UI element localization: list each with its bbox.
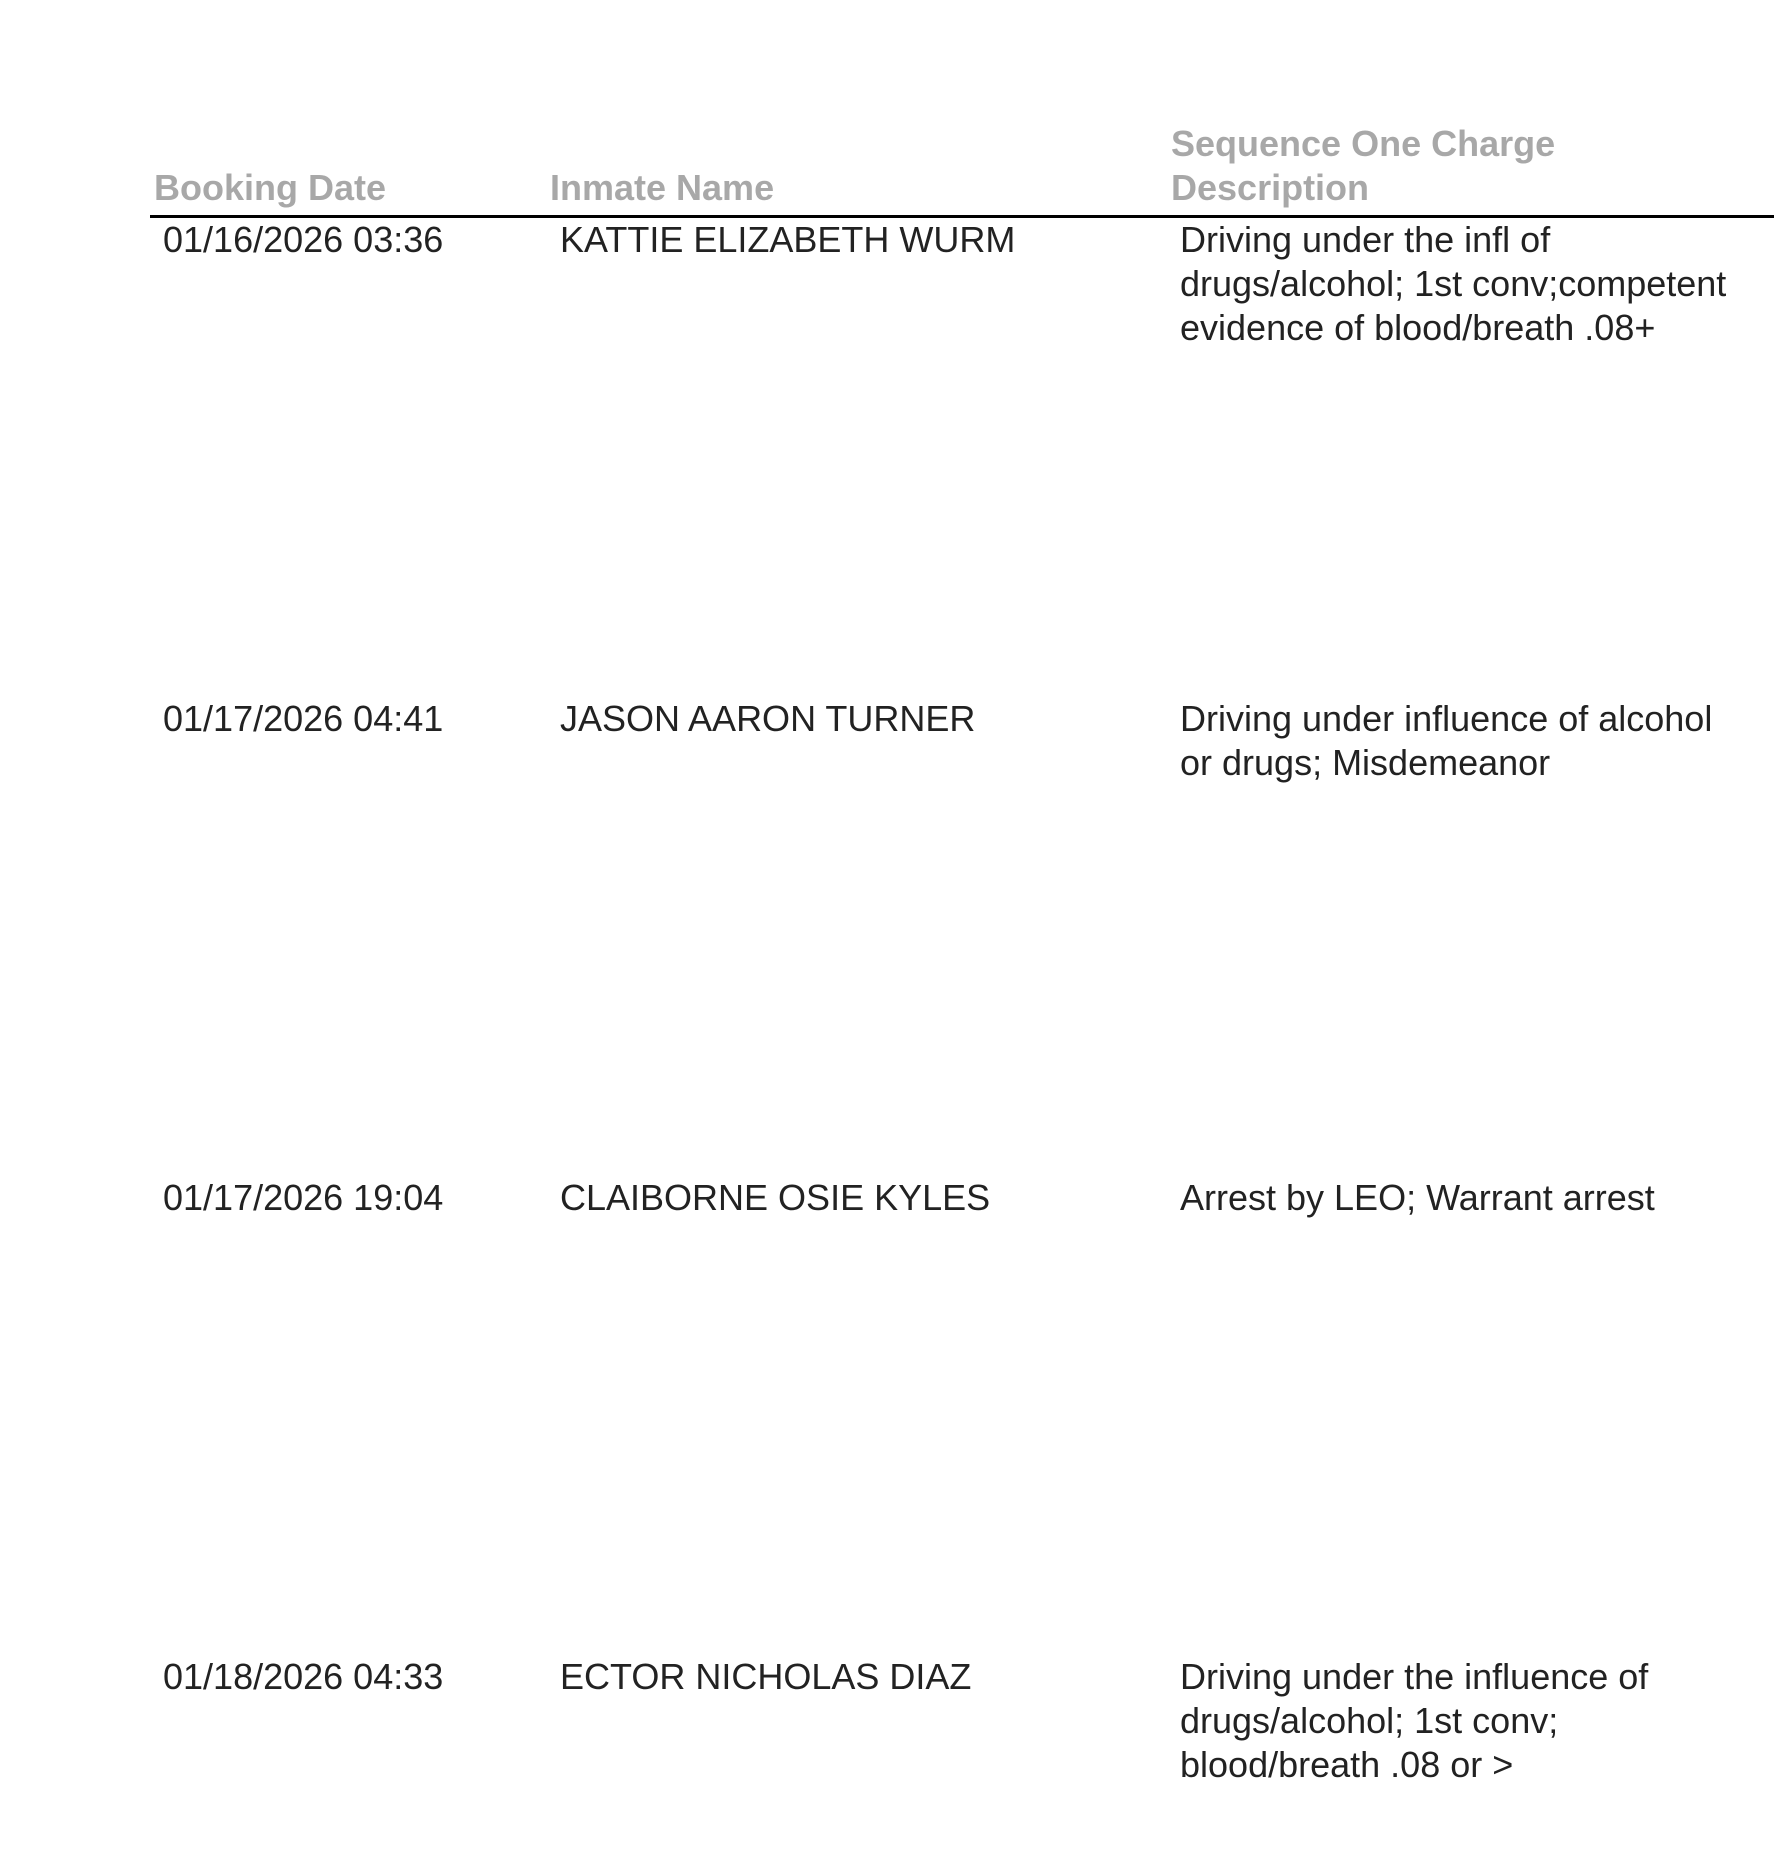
inmate-name-cell: JASON AARON TURNER: [560, 698, 976, 739]
booking-date-cell: 01/17/2026 19:04: [163, 1177, 444, 1218]
table-row: [150, 697, 1774, 1167]
inmate-name-cell: KATTIE ELIZABETH WURM: [560, 219, 1016, 260]
table-row: [150, 1176, 1774, 1646]
table-row: [150, 218, 1774, 688]
inmate-name-cell: ECTOR NICHOLAS DIAZ: [560, 1656, 972, 1697]
booking-date-cell: 01/18/2026 04:33: [163, 1656, 444, 1697]
column-header-charge-description: Sequence One Charge Description: [1171, 123, 1556, 208]
booking-date-cell: 01/16/2026 03:36: [163, 219, 444, 260]
inmate-name-cell: CLAIBORNE OSIE KYLES: [560, 1177, 991, 1218]
charge-description-cell: Driving under influence of alcohol or drugs; Misdemeanor: [1180, 698, 1713, 783]
column-header-inmate-name: Inmate Name: [550, 167, 775, 208]
charge-description-cell: Driving under the infl of drugs/alcohol; 1st conv;competent evidence of blood/breath .08+: [1180, 219, 1727, 348]
booking-date-cell: 01/17/2026 04:41: [163, 698, 444, 739]
table-row: [150, 1655, 1774, 1855]
table-header: [150, 120, 1774, 216]
column-header-booking-date: Booking Date: [154, 167, 387, 208]
charge-description-cell: Driving under the influence of drugs/alcohol; 1st conv; blood/breath .08 or >: [1180, 1656, 1649, 1785]
charge-description-cell: Arrest by LEO; Warrant arrest: [1180, 1177, 1655, 1218]
